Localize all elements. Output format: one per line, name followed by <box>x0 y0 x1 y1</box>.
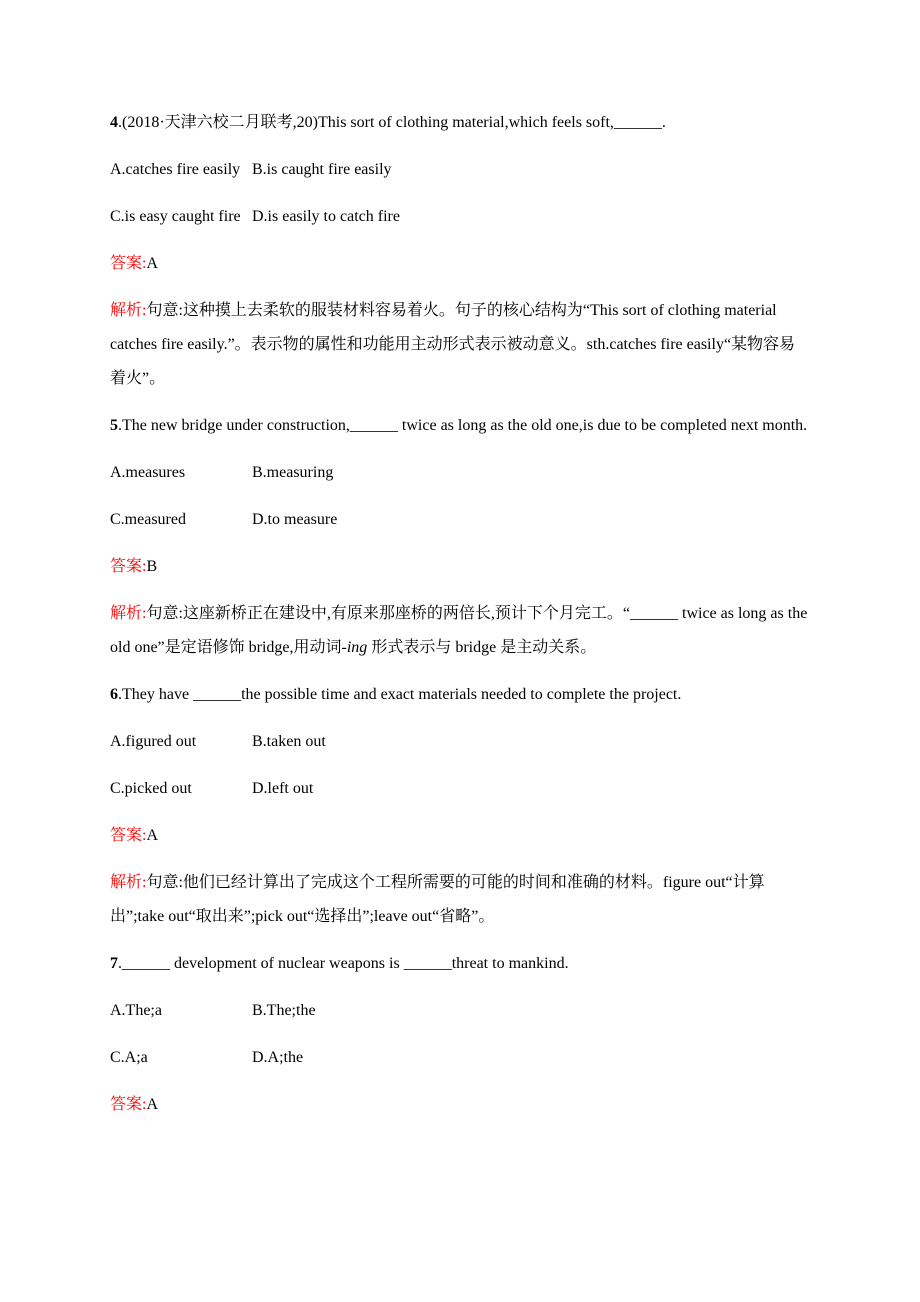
options-row-ab <box>110 456 810 490</box>
option-a: A.measures <box>110 464 186 481</box>
question-stem <box>110 678 810 712</box>
options-row-cd <box>110 503 810 537</box>
answer-label: 答案: <box>110 558 147 575</box>
option-a: A.catches fire easily <box>110 161 241 178</box>
options-row-cd <box>110 1041 810 1075</box>
answer-value: A <box>146 1096 159 1113</box>
question-block-6 <box>110 678 810 934</box>
analysis-text: 句意:这种摸上去柔软的服装材料容易着火。句子的核心结构为“This sort of clothing material catches fire easily.”。表示物的属性和功能用主动形式表示被动意义。sth.catches fire easily“某物容易着火”。 <box>110 302 796 387</box>
question-block-4 <box>110 106 810 396</box>
question-stem <box>110 947 810 981</box>
analysis-text: 句意:他们已经计算出了完成这个工程所需要的可能的时间和准确的材料。figure out“计算出”;take out“取出来”;pick out“选择出”;leave out“省略”。 <box>110 874 765 925</box>
option-a: A.figured out <box>110 733 197 750</box>
answer-line <box>110 247 810 281</box>
question-stem <box>110 106 810 140</box>
option-b: B.taken out <box>252 733 326 750</box>
analysis-text-post: 形式表示与 bridge 是主动关系。 <box>367 639 597 656</box>
options-row-cd <box>110 200 810 234</box>
question-text: .They have ______the possible time and exact materials needed to complete the project. <box>118 686 682 703</box>
answer-line <box>110 550 810 584</box>
analysis-label: 解析: <box>110 605 147 622</box>
analysis-line <box>110 294 810 396</box>
answer-value: B <box>146 558 158 575</box>
option-d: D.A;the <box>252 1049 304 1066</box>
option-b: B.The;the <box>252 1002 316 1019</box>
question-block-7 <box>110 947 810 1122</box>
answer-label: 答案: <box>110 1096 147 1113</box>
answer-value: A <box>146 255 159 272</box>
option-b: B.measuring <box>252 464 334 481</box>
analysis-text-italic: ing <box>346 639 368 656</box>
option-c: C.measured <box>110 511 186 528</box>
option-a: A.The;a <box>110 1002 162 1019</box>
option-c: C.is easy caught fire <box>110 208 241 225</box>
option-c: C.A;a <box>110 1049 148 1066</box>
question-number: 5 <box>110 417 118 434</box>
question-text: .______ development of nuclear weapons is ______threat to mankind. <box>118 955 569 972</box>
question-number: 6 <box>110 686 118 703</box>
answer-label: 答案: <box>110 255 147 272</box>
option-d: D.is easily to catch fire <box>252 208 400 225</box>
option-d: D.to measure <box>252 511 338 528</box>
analysis-line <box>110 597 810 665</box>
answer-value: A <box>146 827 159 844</box>
option-b: B.is caught fire easily <box>252 161 392 178</box>
analysis-label: 解析: <box>110 874 147 891</box>
question-number: 7 <box>110 955 118 972</box>
question-number: 4 <box>110 114 118 131</box>
answer-line <box>110 1088 810 1122</box>
options-row-ab <box>110 994 810 1028</box>
options-row-cd <box>110 772 810 806</box>
options-row-ab <box>110 153 810 187</box>
answer-line <box>110 819 810 853</box>
question-text: .The new bridge under construction,______ twice as long as the old one,is due to be completed next month. <box>118 417 808 434</box>
analysis-text-pre: 句意:这座新桥正在建设中,有原来那座桥的两倍长,预计下个月完工。“______ twice as long as the old one”是定语修饰 bridge,用动词- <box>110 605 808 656</box>
option-d: D.left out <box>252 780 314 797</box>
analysis-line <box>110 866 810 934</box>
option-c: C.picked out <box>110 780 192 797</box>
question-text: .(2018·天津六校二月联考,20)This sort of clothing material,which feels soft,______. <box>118 114 666 131</box>
answer-label: 答案: <box>110 827 147 844</box>
options-row-ab <box>110 725 810 759</box>
analysis-label: 解析: <box>110 302 147 319</box>
question-stem <box>110 409 810 443</box>
question-block-5 <box>110 409 810 665</box>
